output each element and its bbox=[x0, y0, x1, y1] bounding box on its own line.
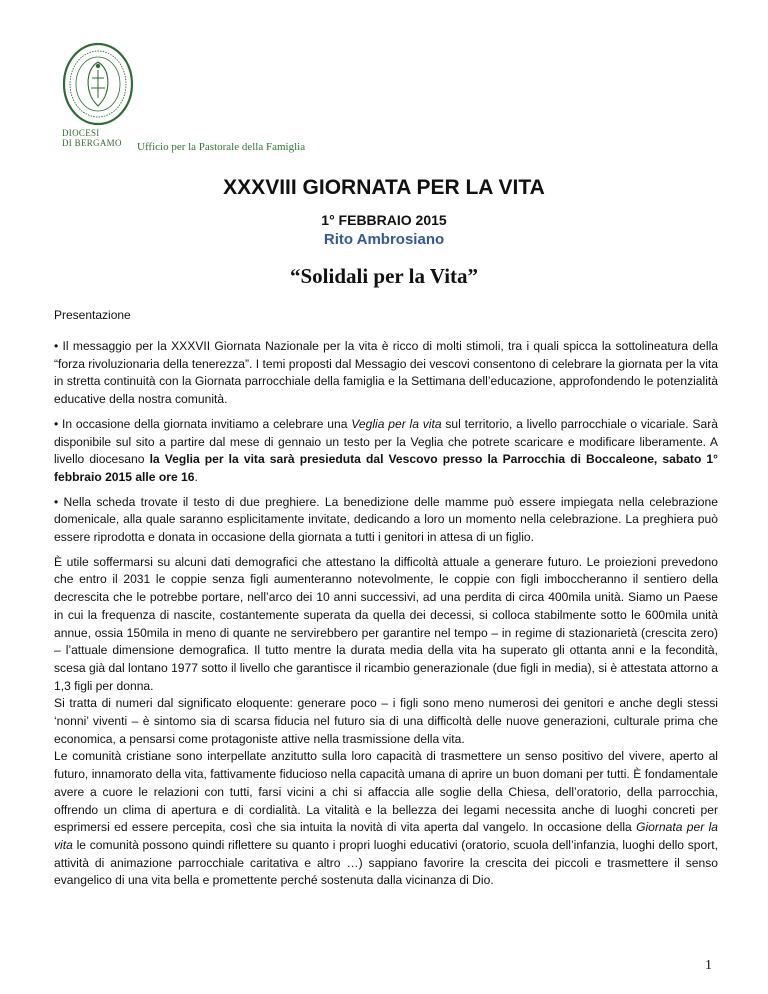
bullet-paragraph-2 bbox=[54, 416, 718, 487]
diocese-line-2: DI BERGAMO bbox=[62, 138, 122, 148]
event-motto: “Solidali per la Vita” bbox=[289, 264, 479, 288]
page-title: XXXVIII GIORNATA PER LA VITA bbox=[223, 176, 545, 199]
bullet-2-text-c: . bbox=[194, 469, 198, 484]
bullet-paragraph-3: • Nella scheda trovate il testo di due preghiere. La benedizione delle mamme può essere impiegata nella celebrazione domenicale, alla quale saranno esplicitamente invitate, dedicando a loro un momento nella celebrazione. La preghiera può essere riprodotta e donata in occasione della giornata a tutti i genitori in attesa di un figlio. bbox=[54, 494, 718, 545]
bullet-2-strong: la Veglia per la vita sarà presieduta dal Vescovo presso la Parrocchia di Boccaleone, sabato 1° febbraio 2015 alle ore 16 bbox=[54, 452, 718, 484]
paragraph-3-text-b: le comunità possono quindi riflettere su quanto i propri luoghi educativi (oratorio, scuola dell’infanzia, luoghi dello sport, attività di animazione parrocchiale caritativa e altro …) sappiano favorire la crescita dei piccoli e trasmettere il senso evangelico di una vita bella e promettente perché sostenuta dalla vicinanza di Dio. bbox=[54, 837, 718, 888]
page-number: 1 bbox=[705, 958, 712, 973]
body-paragraph-2: Si tratta di numeri dal significato eloquente: generare poco – i figli sono meno numerosi dei genitori e anche degli stessi ‘nonni’ viventi – è sintomo sia di scarsa fiducia nel futuro sia di una difficoltà delle nuove generazioni, culturale prima che economica, a pensarsi come protagoniste attive nella trasmissione della vita. bbox=[54, 696, 718, 746]
bullet-2-text-b: sul territorio, a livello parrocchiale o vicariale. Sarà disponibile sul sito a partire dal mese di gennaio un testo per la Veglia che potrete scaricare e modificare liberamente. A livello diocesano bbox=[54, 416, 718, 467]
bullet-2-emphasis: Veglia per la vita bbox=[351, 416, 442, 431]
bullet-2-text-a: • In occasione della giornata invitiamo a celebrare una bbox=[54, 416, 352, 431]
diocese-line-1: DIOCESI bbox=[62, 128, 100, 138]
paragraph-3-emphasis: Giornata per la vita bbox=[54, 820, 718, 852]
office-name: Ufficio per la Pastorale della Famiglia bbox=[137, 141, 306, 153]
body-paragraph-1: È utile soffermarsi su alcuni dati demografici che attestano la difficoltà attuale a generare futuro. Le proiezioni prevedono che entro il 2031 le coppie senza figli aumenteranno notevolmente, le coppie con figli imboccheranno il sentiero della decrescita che le potrebbe portare, nell’arco dei 10 anni successivi, ad una perdita di circa 400mila unità. Siamo un Paese in cui la frequenza di nascite, costantemente superata da quella dei decessi, si colloca stabilmente sotto le 600mila unità annue, ossia 150mila in meno di quante ne servirebbero per garantire nel tempo – in regime di stazionarietà (crescita zero) – l’attuale dimensione demografica. Il tutto mentre la durata media della vita ha superato gli ottanta anni e la fecondità, scesa già dal lontano 1977 sotto il livello che garantisce il ricambio generazionale (due figli in media), si è attestata attorno a 1,3 figli per donna. bbox=[54, 554, 718, 693]
diocese-name bbox=[62, 128, 122, 148]
rite-subtitle: Rito Ambrosiano bbox=[323, 231, 445, 248]
section-label: Presentazione bbox=[54, 308, 131, 322]
bullet-paragraph-1: • Il messaggio per la XXXVII Giornata Nazionale per la vita è ricco di molti stimoli, tra i quali spicca la sottolineatura della “forza rivoluzionaria della tenerezza”. I temi proposti dal Messagio dei vescovi consentono di celebrare la giornata per la vita in stretta continuità con la Giornata parrocchiale della famiglia e la Settimana dell’educazione, approfondendo le potenzialità educative della nostra comunità. bbox=[54, 339, 718, 407]
body-paragraph-3 bbox=[54, 748, 718, 890]
diocese-seal-icon bbox=[58, 38, 138, 130]
paragraph-3-text-a: Le comunità cristiane sono interpellate anzitutto sulla loro capacità di trasmettere un senso positivo del vivere, aperto al futuro, innamorato della vita, fattivamente fiducioso nella capacità umana di aprire un buon domani per tutti. È fondamentale avere a cuore le relazioni con tutti, farsi vicini a chi si affaccia alle soglie della Chiesa, dell’oratorio, della parrocchia, offrendo un clima di apertura e di cordialità. La vitalità e la bellezza dei legami necessita anche di luoghi concreti per esprimersi ed essere percepita, così che sia intuita la novità di vita aperta dal vangelo. In occasione della bbox=[54, 749, 718, 835]
document-body bbox=[54, 338, 718, 890]
event-date: 1° FEBBRAIO 2015 bbox=[321, 212, 447, 228]
